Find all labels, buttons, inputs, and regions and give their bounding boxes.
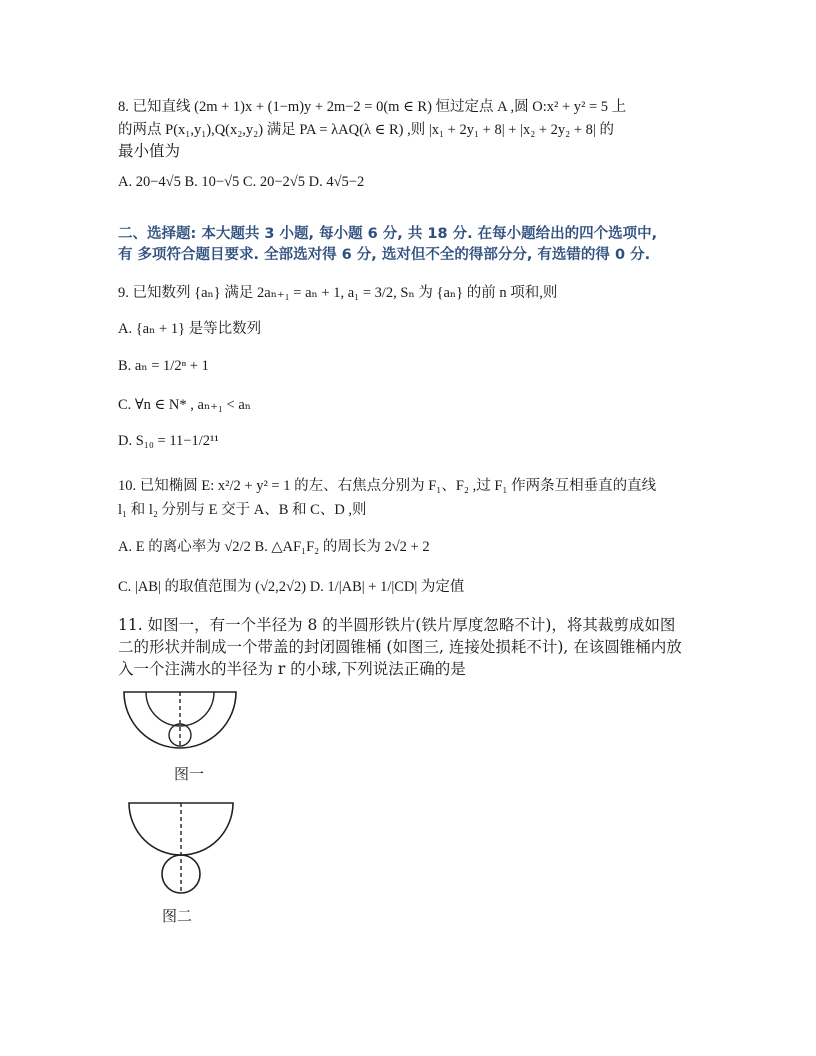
figure-2-sector-diagram [126, 800, 236, 896]
q9-option-b: B. aₙ = 1/2ⁿ + 1 [118, 358, 209, 374]
q8-line-3: 最小值为 [118, 142, 181, 160]
figure-1-caption: 图一 [174, 765, 205, 783]
figure-2-caption: 图二 [162, 907, 193, 925]
q9-option-d: D. S₁₀ = 11−1/2¹¹ [118, 433, 219, 449]
q9-stem: 9. 已知数列 {aₙ} 满足 2aₙ₊₁ = aₙ + 1, a₁ = 3/2, Sₙ 为 {aₙ} 的前 n 项和,则 [118, 285, 558, 301]
q11-line-2: 二的形状并制成一个带盖的封闭圆锥桶 (如图三, 连接处损耗不计), 在该圆锥桶内放 [118, 638, 682, 656]
q8-options: A. 20−4√5 B. 10−√5 C. 20−2√5 D. 4√5−2 [118, 174, 365, 190]
figure-1-semicircle-diagram [120, 688, 240, 752]
q9-option-a: A. {aₙ + 1} 是等比数列 [118, 321, 262, 337]
q11-line-3: 入一个注满水的半径为 r 的小球,下列说法正确的是 [118, 660, 466, 678]
q8-line-2: 的两点 P(x₁,y₁),Q(x₂,y₂) 满足 PA = λAQ(λ ∈ R) ,则 |x₁ + 2y₁ + 8| + |x₂ + 2y₂ + 8| 的 [118, 122, 614, 138]
q10-options-cd: C. |AB| 的取值范围为 (√2,2√2) D. 1/|AB| + 1/|CD| 为定值 [118, 579, 465, 595]
section2-heading-line-2: 有 多项符合题目要求. 全部选对得 6 分, 选对但不全的得部分分, 有选错的得 0 分. [118, 247, 651, 263]
q9-option-c: C. ∀n ∈ N* , aₙ₊₁ < aₙ [118, 397, 252, 413]
q10-line-1: 10. 已知椭圆 E: x²/2 + y² = 1 的左、右焦点分别为 F₁、F₂ ,过 F₁ 作两条互相垂直的直线 [118, 478, 657, 494]
q8-line-1: 8. 已知直线 (2m + 1)x + (1−m)y + 2m−2 = 0(m ∈ R) 恒过定点 A ,圆 O:x² + y² = 5 上 [118, 99, 627, 115]
q10-line-2: l₁ 和 l₂ 分别与 E 交于 A、B 和 C、D ,则 [118, 502, 367, 518]
q11-line-1: 11. 如图一，有一个半径为 8 的半圆形铁片(铁片厚度忽略不计)，将其裁剪成如图 [118, 616, 676, 634]
q10-options-ab: A. E 的离心率为 √2/2 B. △AF₁F₂ 的周长为 2√2 + 2 [118, 539, 430, 555]
section2-heading-line-1: 二、选择题: 本大题共 3 小题, 每小题 6 分, 共 18 分. 在每小题给出的四个选项中, [118, 226, 658, 242]
